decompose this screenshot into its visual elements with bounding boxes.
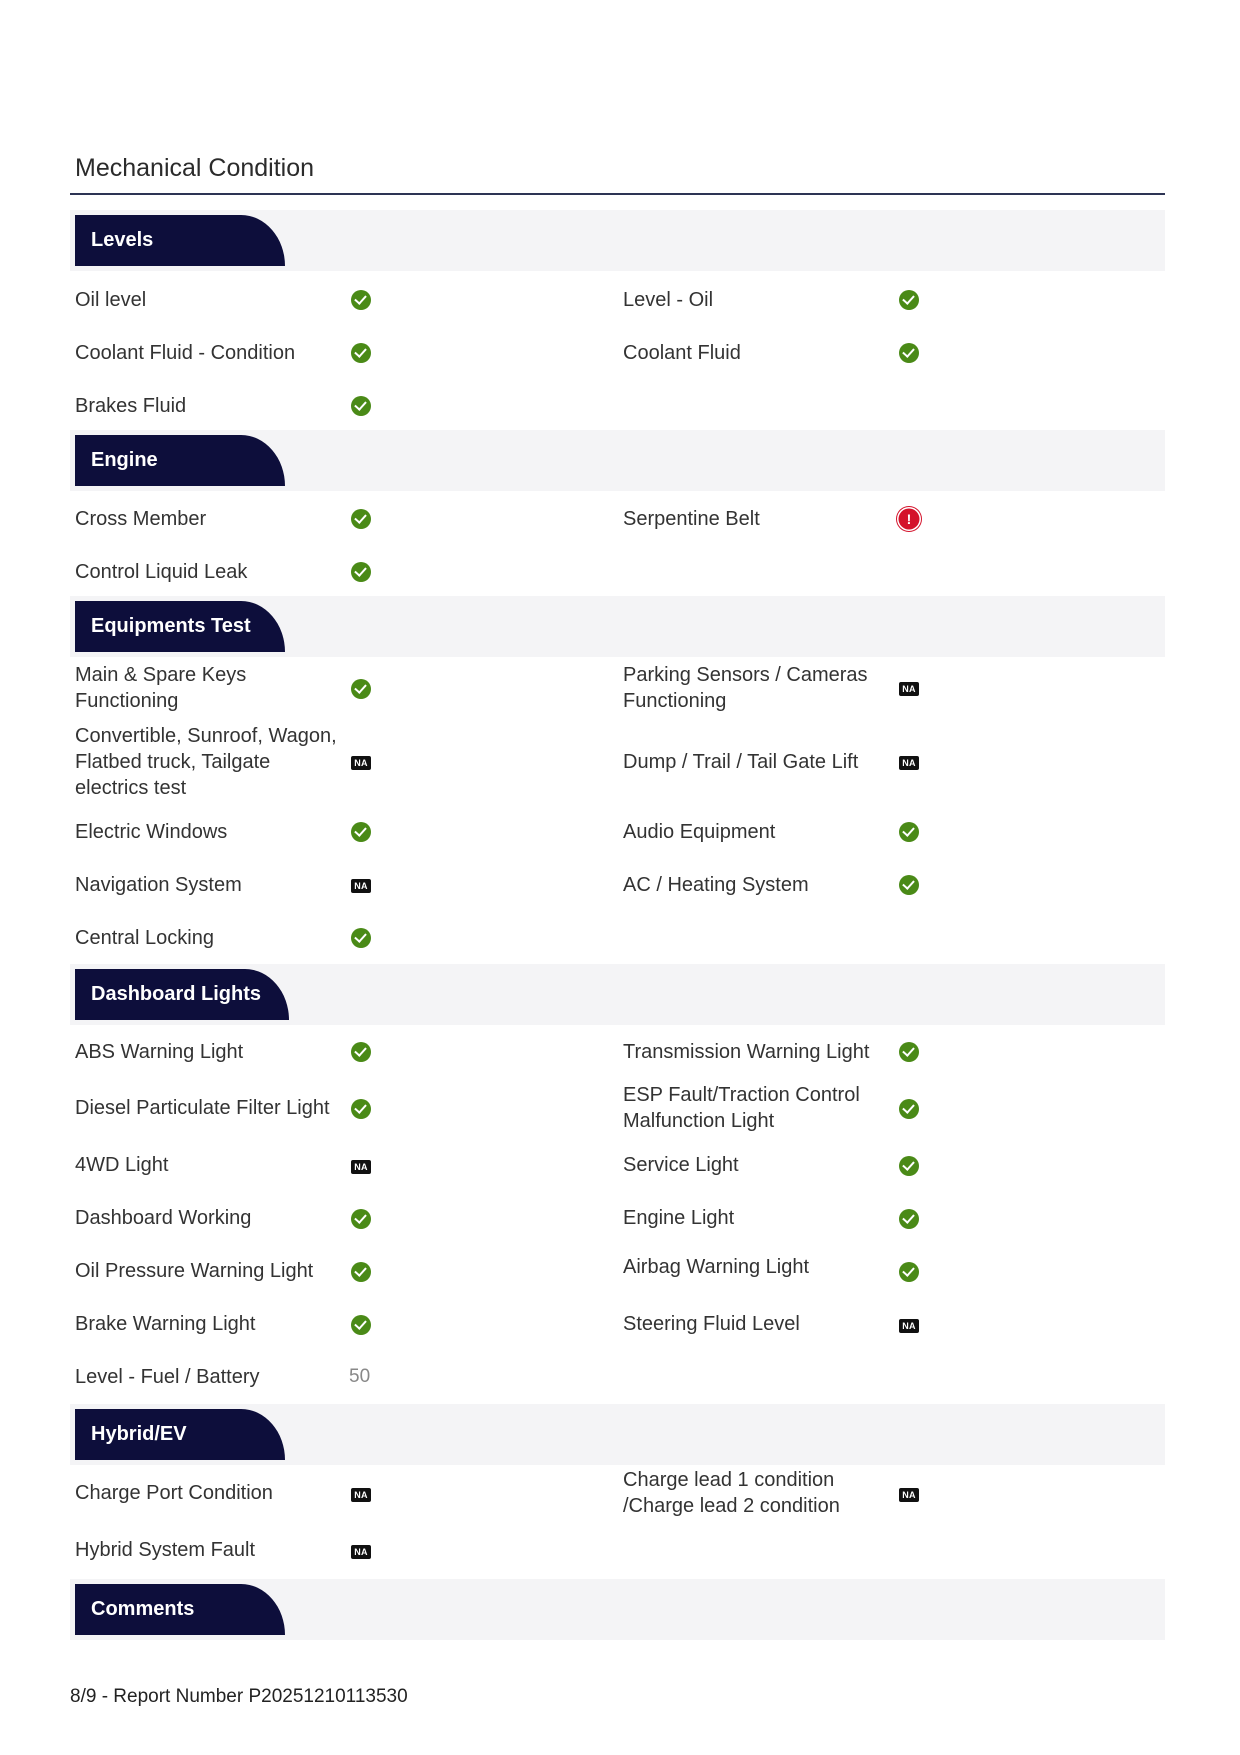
item-label: Central Locking: [75, 927, 214, 949]
label-line: electrics test: [75, 777, 187, 799]
item-label: Brake Warning Light: [75, 1313, 256, 1335]
section-comments: [70, 1579, 1165, 1640]
item-label: [623, 1082, 883, 1134]
item-label: Brakes Fluid: [75, 395, 187, 417]
check-circle-icon: [351, 679, 371, 699]
check-circle-icon: [351, 928, 371, 948]
fuel-level-value: 50: [349, 1366, 371, 1387]
item-label: Dump / Trail / Tail Gate Lift: [623, 751, 859, 773]
label-line: Functioning: [623, 690, 727, 712]
item-label: Coolant Fluid - Condition: [75, 342, 296, 364]
page-footer: 8/9 - Report Number P20251210113530: [70, 1686, 408, 1707]
check-circle-icon: [351, 562, 371, 582]
check-circle-icon: [351, 1099, 371, 1119]
label-line: Charge lead 1 condition: [623, 1469, 835, 1491]
page-title: Mechanical Condition: [75, 154, 315, 182]
item-label: Control Liquid Leak: [75, 561, 248, 583]
section-hybrid: [70, 1404, 1165, 1465]
check-circle-icon: [899, 875, 919, 895]
item-label: Charge Port Condition: [75, 1482, 273, 1504]
item-label: Cross Member: [75, 508, 207, 530]
item-label: Service Light: [623, 1154, 739, 1176]
label-line: Convertible, Sunroof, Wagon,: [75, 725, 337, 747]
na-badge-icon: NA: [899, 756, 919, 770]
item-label: Electric Windows: [75, 821, 228, 843]
na-badge-icon: NA: [351, 756, 371, 770]
item-label: [623, 1467, 883, 1519]
na-badge-icon: NA: [351, 1160, 371, 1174]
item-label: [623, 662, 883, 714]
na-badge-icon: NA: [899, 1488, 919, 1502]
section-engine: [70, 430, 1165, 491]
check-circle-icon: [899, 343, 919, 363]
item-label: Navigation System: [75, 874, 242, 896]
section-tab-comments: Comments: [75, 1584, 285, 1635]
item-label: Audio Equipment: [623, 821, 776, 843]
section-tab-engine: Engine: [75, 435, 285, 486]
item-label: Transmission Warning Light: [623, 1041, 870, 1063]
item-label: [75, 662, 345, 714]
item-label: Level - Oil: [623, 289, 714, 311]
check-circle-icon: [899, 1156, 919, 1176]
item-label: Airbag Warning Light: [623, 1256, 810, 1278]
check-circle-icon: [351, 396, 371, 416]
section-tab-hybrid: Hybrid/EV: [75, 1409, 285, 1460]
check-circle-icon: [899, 822, 919, 842]
check-circle-icon: [351, 509, 371, 529]
na-badge-icon: NA: [899, 682, 919, 696]
item-label: Hybrid System Fault: [75, 1539, 256, 1561]
item-label: Diesel Particulate Filter Light: [75, 1097, 330, 1119]
check-circle-icon: [899, 1209, 919, 1229]
check-circle-icon: [351, 343, 371, 363]
section-equipments: [70, 596, 1165, 657]
label-line: /Charge lead 2 condition: [623, 1495, 840, 1517]
label-line: Main & Spare Keys: [75, 664, 247, 686]
na-badge-icon: NA: [351, 1545, 371, 1559]
check-circle-icon: [351, 290, 371, 310]
check-circle-icon: [899, 1262, 919, 1282]
title-divider: [70, 193, 1165, 195]
item-label: 4WD Light: [75, 1154, 169, 1176]
na-badge-icon: NA: [351, 1488, 371, 1502]
item-label: Oil Pressure Warning Light: [75, 1260, 314, 1282]
item-label: Steering Fluid Level: [623, 1313, 800, 1335]
section-dashboard: [70, 964, 1165, 1025]
na-badge-icon: NA: [899, 1319, 919, 1333]
na-badge-icon: NA: [351, 879, 371, 893]
label-line: Malfunction Light: [623, 1110, 775, 1132]
item-label: ABS Warning Light: [75, 1041, 244, 1063]
item-label: Serpentine Belt: [623, 508, 760, 530]
alert-circle-icon: [900, 510, 918, 528]
check-circle-icon: [899, 1099, 919, 1119]
check-circle-icon: [351, 1042, 371, 1062]
item-label: Level - Fuel / Battery: [75, 1366, 260, 1388]
section-tab-equipments: Equipments Test: [75, 601, 285, 652]
label-line: ESP Fault/Traction Control: [623, 1084, 860, 1106]
section-tab-levels: Levels: [75, 215, 285, 266]
check-circle-icon: [351, 1209, 371, 1229]
item-label: Dashboard Working: [75, 1207, 252, 1229]
check-circle-icon: [899, 1042, 919, 1062]
label-line: Functioning: [75, 690, 179, 712]
item-label: [75, 723, 345, 801]
section-levels: [70, 210, 1165, 271]
section-tab-dashboard: Dashboard Lights: [75, 969, 289, 1020]
item-label: AC / Heating System: [623, 874, 809, 896]
check-circle-icon: [899, 290, 919, 310]
item-label: Coolant Fluid: [623, 342, 741, 364]
check-circle-icon: [351, 1315, 371, 1335]
check-circle-icon: [351, 822, 371, 842]
item-label: Engine Light: [623, 1207, 735, 1229]
check-circle-icon: [351, 1262, 371, 1282]
label-line: Flatbed truck, Tailgate: [75, 751, 271, 773]
label-line: Parking Sensors / Cameras: [623, 664, 868, 686]
item-label: Oil level: [75, 289, 147, 311]
